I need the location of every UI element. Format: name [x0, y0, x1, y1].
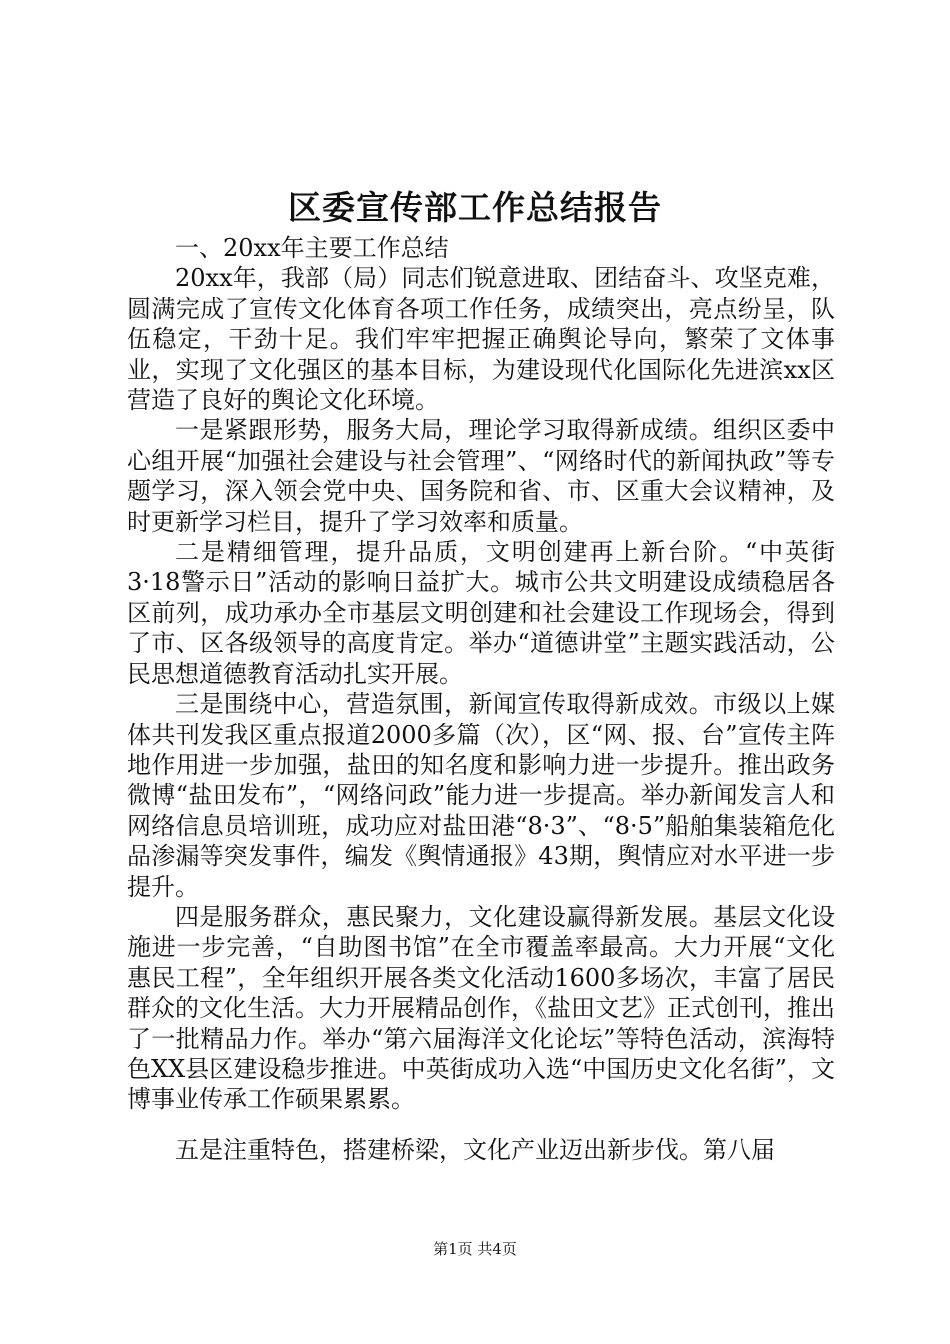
paragraph-culture-industry: 五是注重特色，搭建桥梁，文化产业迈出新步伐。第八届	[175, 1135, 775, 1164]
paragraph-theory-study: 一是紧跟形势，服务大局，理论学习取得新成绩。组织区委中心组开展“加强社会建设与社会管理”、“网络时代的新闻执政”等专题学习，深入领会党中央、国务院和省、市、区重大会议精神，及时更新学习栏目，提升了学习效率和质量。	[127, 416, 835, 536]
section-heading: 一、20xx年主要工作总结	[175, 234, 449, 262]
paragraph-culture-building: 四是服务群众，惠民聚力，文化建设赢得新发展。基层文化设施进一步完善，“自助图书馆”在全市覆盖率最高。大力开展“文化惠民工程”，全年组织开展各类文化活动1600多场次，丰富了居民群众的文化生活。大力开展精品创作，《盐田文艺》正式创刊，推出了一批精品力作。举办“第六届海洋文化论坛”等特色活动，滨海特色XX县区建设稳步推进。中英街成功入选“中国历史文化名街”，文博事业传承工作硕果累累。	[127, 902, 835, 1114]
paragraph-civilization: 二是精细管理，提升品质，文明创建再上新台阶。“中英街3·18警示日”活动的影响日益扩大。城市公共文明建设成绩稳居各区前列，成功承办全市基层文明创建和社会建设工作现场会，得到了市、区各级领导的高度肯定。举办“道德讲堂”主题实践活动，公民思想道德教育活动扎实开展。	[127, 538, 835, 688]
document-body	[127, 233, 835, 1165]
paragraph-news-publicity: 三是围绕中心，营造氛围，新闻宣传取得新成效。市级以上媒体共刊发我区重点报道2000多篇（次），区“网、报、台”宣传主阵地作用进一步加强，盐田的知名度和影响力进一步提升。推出政务微博“盐田发布”，“网络问政”能力进一步提高。举办新闻发言人和网络信息员培训班，成功应对盐田港“8·3”、“8·5”船舶集装箱危化品渗漏等突发事件，编发《舆情通报》43期，舆情应对水平进一步提升。	[127, 690, 835, 901]
document-title: 区委宣传部工作总结报告	[288, 188, 662, 227]
page-number: 第1页 共4页	[433, 1240, 517, 1258]
paragraph-intro: 20xx年，我部（局）同志们锐意进取、团结奋斗、攻坚克难，圆满完成了宣传文化体育各项工作任务，成绩突出，亮点纷呈，队伍稳定，干劲十足。我们牢牢把握正确舆论导向，繁荣了文体事业，实现了文化强区的基本目标，为建设现代化国际化先进滨xx区营造了良好的舆论文化环境。	[127, 264, 835, 415]
